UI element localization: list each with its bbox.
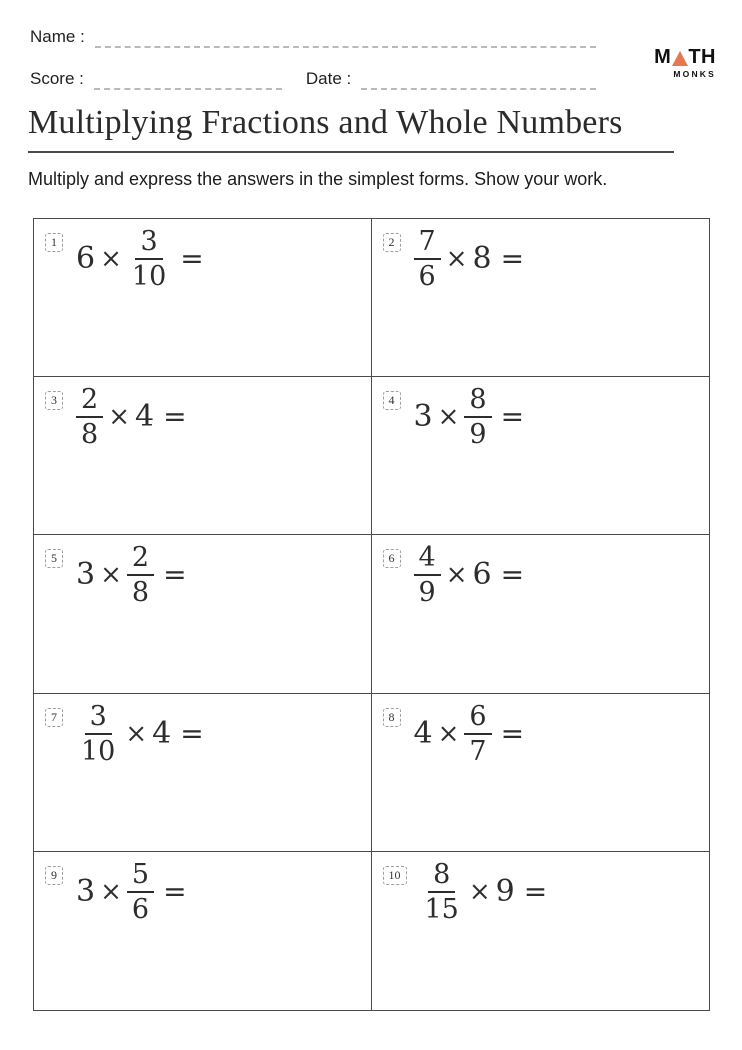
fraction-numerator: 7 (414, 228, 441, 260)
problem-cell (34, 535, 372, 693)
problem-expression (76, 384, 187, 451)
problem-cell (372, 535, 710, 693)
logo-wordmark (654, 47, 716, 67)
logo-monks-text: MONKS (673, 69, 716, 79)
equals-sign: = (163, 874, 187, 908)
problem-number-badge: 6 (383, 549, 401, 568)
equals-sign: = (163, 558, 187, 592)
problem-number-badge: 5 (45, 549, 63, 568)
fraction-numerator: 2 (127, 544, 154, 576)
date-label: Date : (305, 69, 352, 88)
fraction-denominator: 9 (418, 577, 436, 609)
equals-sign: = (500, 242, 525, 275)
whole-number: 9 (495, 873, 515, 909)
problem-cell (372, 219, 710, 377)
problems-grid (33, 218, 710, 1011)
score-blank-line (94, 74, 282, 90)
whole-number: 4 (152, 715, 172, 751)
equals-sign: = (163, 400, 187, 434)
logo-letters-th: TH (688, 46, 716, 68)
problem-expression (414, 228, 525, 290)
fraction (127, 228, 171, 290)
equals-sign: = (500, 558, 525, 592)
instruction-text: Multiply and express the answers in the simplest forms. Show your work. (28, 169, 608, 189)
problem-expression (76, 542, 187, 609)
fraction-denominator: 15 (424, 893, 459, 925)
fraction-denominator: 6 (418, 261, 436, 292)
fraction-numerator: 4 (414, 544, 441, 576)
problem-expression (414, 542, 525, 609)
score-label: Score : (30, 69, 84, 88)
fraction (414, 228, 441, 290)
fraction-numerator: 5 (127, 861, 154, 893)
multiply-sign: × (437, 718, 460, 749)
name-blank-line (95, 32, 596, 48)
fraction-numerator: 2 (76, 386, 103, 418)
problem-expression (76, 228, 204, 290)
problem-number-badge: 8 (383, 708, 401, 727)
fraction-numerator: 6 (464, 703, 491, 735)
fraction-denominator: 8 (131, 577, 150, 609)
score-date-row (30, 68, 596, 90)
whole-number: 6 (76, 241, 96, 276)
name-row (30, 26, 596, 48)
multiply-sign: × (437, 402, 460, 433)
multiply-sign: × (125, 718, 148, 749)
problem-number-badge: 3 (45, 391, 63, 410)
multiply-sign: × (100, 560, 122, 591)
equals-sign: = (523, 874, 548, 908)
fraction-denominator: 6 (131, 893, 150, 925)
equals-sign: = (500, 400, 525, 434)
problem-cell (372, 377, 710, 535)
problem-expression (76, 858, 187, 925)
logo-triangle-icon (672, 51, 688, 66)
fraction-numerator: 3 (85, 703, 112, 735)
fraction-denominator: 7 (469, 735, 487, 767)
problem-expression (413, 700, 525, 767)
fraction (464, 700, 491, 767)
equals-sign: = (180, 242, 204, 275)
multiply-sign: × (445, 244, 468, 274)
fraction-numerator: 8 (464, 386, 491, 418)
problem-cell (34, 694, 372, 852)
problem-number-badge: 9 (45, 866, 63, 885)
fraction-numerator: 3 (135, 228, 162, 260)
fraction (420, 858, 464, 925)
fraction (464, 384, 491, 451)
problem-cell (34, 377, 372, 535)
multiply-sign: × (445, 560, 468, 591)
whole-number: 6 (472, 557, 492, 593)
fraction (127, 542, 154, 609)
problem-cell (34, 219, 372, 377)
fraction (76, 700, 120, 767)
fraction-denominator: 8 (81, 419, 99, 451)
whole-number: 3 (76, 873, 96, 909)
fraction (414, 542, 441, 609)
problem-expression (420, 858, 548, 925)
multiply-sign: × (108, 402, 130, 433)
problem-cell (372, 852, 710, 1010)
logo-letter-m: M (654, 46, 672, 68)
fraction (127, 858, 154, 925)
equals-sign: = (180, 716, 204, 750)
whole-number: 3 (413, 399, 433, 435)
page-title: Multiplying Fractions and Whole Numbers (28, 104, 674, 153)
equals-sign: = (500, 716, 525, 750)
problem-expression (76, 700, 204, 767)
problem-expression (413, 384, 525, 451)
fraction (76, 384, 103, 451)
multiply-sign: × (100, 244, 122, 274)
math-monks-logo (654, 47, 716, 79)
problem-number-badge: 2 (383, 233, 401, 252)
whole-number: 4 (413, 715, 433, 751)
problem-number-badge: 1 (45, 233, 63, 252)
problem-number-badge: 10 (383, 866, 407, 885)
problem-number-badge: 4 (383, 391, 401, 410)
fraction-denominator: 9 (469, 419, 487, 451)
fraction-numerator: 8 (428, 861, 455, 893)
date-blank-line (361, 74, 596, 90)
problem-cell (372, 694, 710, 852)
problem-cell (34, 852, 372, 1010)
multiply-sign: × (468, 876, 491, 907)
problem-number-badge: 7 (45, 708, 63, 727)
fraction-denominator: 10 (131, 261, 167, 292)
whole-number: 3 (76, 557, 96, 593)
whole-number: 4 (134, 399, 155, 435)
whole-number: 8 (472, 241, 492, 276)
fraction-denominator: 10 (81, 735, 116, 767)
multiply-sign: × (100, 876, 122, 907)
name-label: Name : (30, 27, 85, 46)
